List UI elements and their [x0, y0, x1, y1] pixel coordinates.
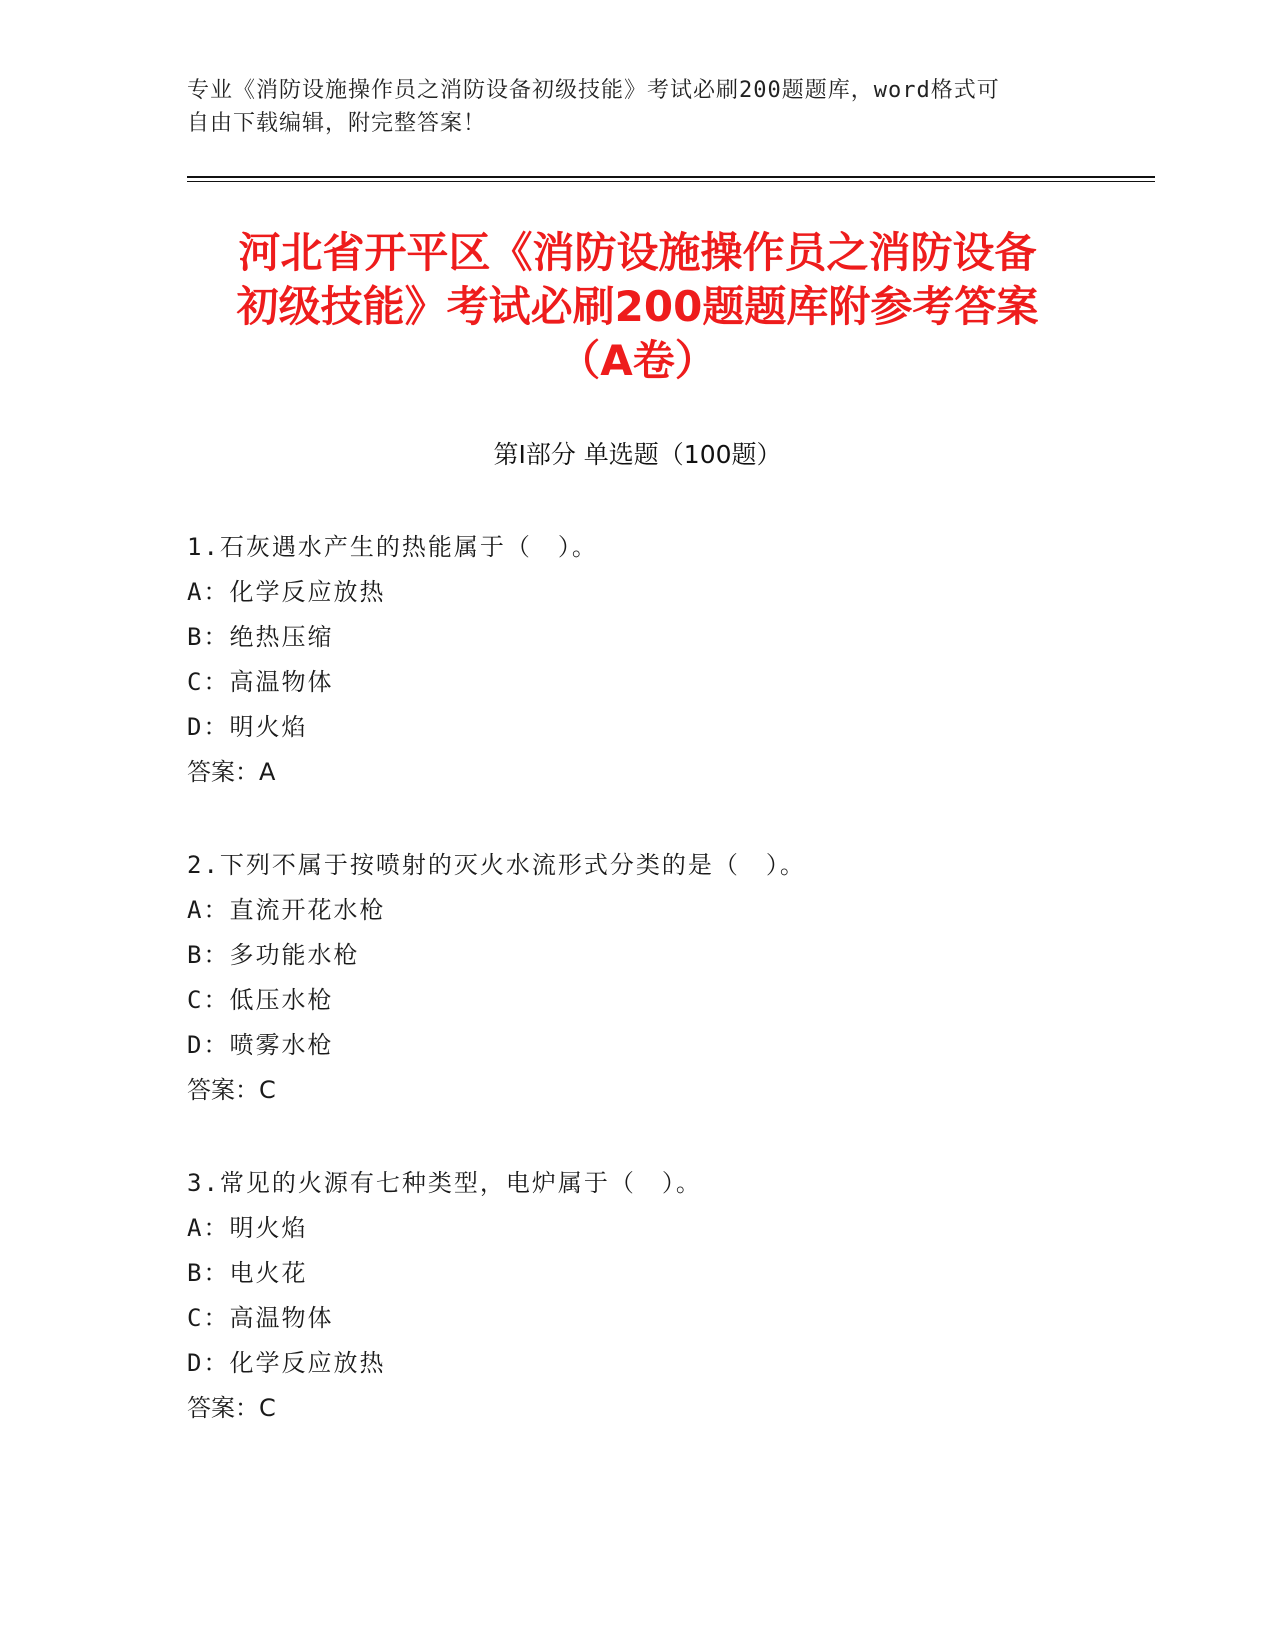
option-a: A：明火焰 — [187, 1214, 308, 1242]
answer: 答案：C — [187, 1076, 276, 1104]
header-divider-thin — [187, 181, 1155, 182]
option-d: D：喷雾水枪 — [187, 1031, 334, 1059]
option-b: B：绝热压缩 — [187, 623, 334, 651]
option-d: D：化学反应放热 — [187, 1349, 386, 1377]
question-1 — [187, 525, 1087, 795]
header-note-line-2: 自由下载编辑，附完整答案！ — [187, 111, 487, 136]
option-c: C：低压水枪 — [187, 986, 334, 1014]
answer: 答案：C — [187, 1394, 276, 1422]
header-divider-thick — [187, 176, 1155, 178]
title-line-3: （A卷） — [558, 336, 717, 385]
answer: 答案：A — [187, 758, 276, 786]
option-b: B：多功能水枪 — [187, 941, 360, 969]
header-note — [187, 74, 1067, 140]
question-stem: 1.石灰遇水产生的热能属于（ ）。 — [187, 533, 598, 561]
title-line-1: 河北省开平区《消防设施操作员之消防设备 — [238, 228, 1037, 277]
option-a: A：化学反应放热 — [187, 578, 386, 606]
header-note-line-1: 专业《消防设施操作员之消防设备初级技能》考试必刷200题题库，word格式可 — [187, 78, 1000, 103]
option-c: C：高温物体 — [187, 1304, 334, 1332]
question-3 — [187, 1161, 1087, 1431]
option-b: B：电火花 — [187, 1259, 308, 1287]
section-heading: 第Ⅰ部分 单选题（100题） — [493, 440, 782, 469]
option-a: A：直流开花水枪 — [187, 896, 386, 924]
document-title — [150, 226, 1125, 388]
option-c: C：高温物体 — [187, 668, 334, 696]
question-stem: 3.常见的火源有七种类型，电炉属于（ ）。 — [187, 1169, 702, 1197]
title-line-2: 初级技能》考试必刷200题题库附参考答案 — [236, 282, 1039, 331]
question-2 — [187, 843, 1087, 1113]
question-stem: 2.下列不属于按喷射的灭火水流形式分类的是（ ）。 — [187, 851, 806, 879]
option-d: D：明火焰 — [187, 713, 308, 741]
